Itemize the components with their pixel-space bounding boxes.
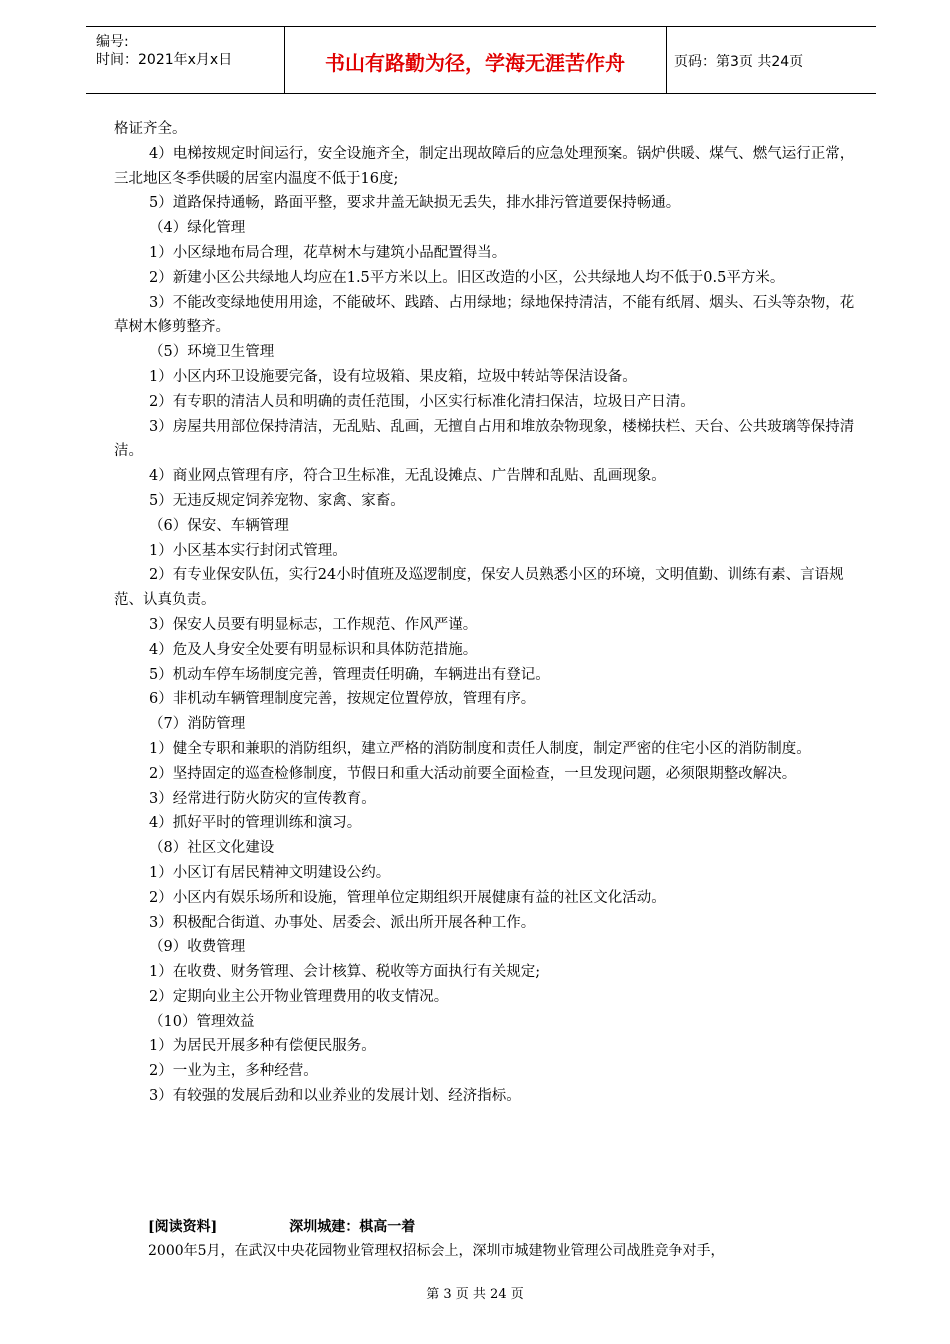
paragraph: 2）一业为主，多种经营。 xyxy=(149,1063,318,1080)
paragraph: 2）小区内有娱乐场所和设施，管理单位定期组织开展健康有益的社区文化活动。 xyxy=(149,889,666,906)
paragraph: 1）在收费、财务管理、会计核算、税收等方面执行有关规定; xyxy=(149,964,541,981)
reading-label: [阅读资料] xyxy=(148,1219,218,1235)
paragraph: 格证齐全。 xyxy=(114,121,187,137)
paragraph: 1）健全专职和兼职的消防组织，建立严格的消防制度和责任人制度，制定严密的住宅小区的消防制度。 xyxy=(149,740,811,757)
header-motto: 书山有路勤为径，学海无涯苦作舟 xyxy=(325,51,625,75)
paragraph: 3）保安人员要有明显标志，工作规范、作风严谨。 xyxy=(149,616,478,633)
paragraph: （6）保安、车辆管理 xyxy=(149,517,289,534)
paragraph: 3）经常进行防火防灾的宣传教育。 xyxy=(149,790,376,807)
paragraph: 4）危及人身安全处要有明显标识和具体防范措施。 xyxy=(149,641,478,658)
paragraph: 1）小区基本实行封闭式管理。 xyxy=(149,542,347,559)
paragraph: 4）商业网点管理有序，符合卫生标准，无乱设摊点、广告牌和乱贴、乱画现象。 xyxy=(149,468,666,485)
paragraph: （9）收费管理 xyxy=(149,939,246,956)
paragraph: 2）有专职的清洁人员和明确的责任范围，小区实行标准化清扫保洁，垃圾日产日清。 xyxy=(149,393,695,410)
document-time-label: 时间：2021年x月x日 xyxy=(96,52,233,68)
header-page-info: 页码：第3页 共24页 xyxy=(674,54,804,70)
paragraph: 5）无违反规定饲养宠物、家禽、家畜。 xyxy=(149,492,405,509)
paragraph: （10）管理效益 xyxy=(149,1013,255,1030)
paragraph: （8）社区文化建设 xyxy=(149,840,275,857)
paragraph: 3）有较强的发展后劲和以业养业的发展计划、经济指标。 xyxy=(149,1088,521,1105)
reading-first-line: 2000年5月，在武汉中央花园物业管理权招标会上，深圳市城建物业管理公司战胜竞争对手， xyxy=(148,1243,725,1259)
paragraph: 5）道路保持通畅，路面平整，要求井盖无缺损无丢失，排水排污管道要保持畅通。 xyxy=(149,195,681,212)
paragraph: 2）新建小区公共绿地人均应在1.5平方米以上。旧区改造的小区，公共绿地人均不低于0.5平方米。 xyxy=(149,269,785,286)
page-footer: 第 3 页 共 24 页 xyxy=(426,1287,524,1302)
paragraph: 2）有专业保安队伍，实行24小时值班及巡逻制度，保安人员熟悉小区的环境，文明值勤、训练有素、言语规范、认真负责。 xyxy=(114,567,844,609)
header-motto-cell xyxy=(284,27,667,93)
paragraph: 3）积极配合街道、办事处、居委会、派出所开展各种工作。 xyxy=(149,914,536,931)
paragraph: 3）不能改变绿地使用用途，不能破坏、践踏、占用绿地；绿地保持清洁，不能有纸屑、烟头、石头等杂物，花草树木修剪整齐。 xyxy=(114,294,855,336)
paragraph: 1）为居民开展多种有偿便民服务。 xyxy=(149,1038,376,1055)
paragraph: 2）定期向业主公开物业管理费用的收支情况。 xyxy=(149,988,449,1005)
paragraph: （4）绿化管理 xyxy=(149,220,246,237)
paragraph: 1）小区绿地布局合理，花草树木与建筑小品配置得当。 xyxy=(149,244,507,261)
paragraph: 4）电梯按规定时间运行，安全设施齐全，制定出现故障后的应急处理预案。锅炉供暖、煤气、燃气运行正常，三北地区冬季供暖的居室内温度不低于16度; xyxy=(114,145,855,187)
paragraph: 5）机动车停车场制度完善，管理责任明确，车辆进出有登记。 xyxy=(149,666,550,683)
paragraph: 4）抓好平时的管理训练和演习。 xyxy=(149,815,362,832)
paragraph: 2）坚持固定的巡查检修制度，节假日和重大活动前要全面检查，一旦发现问题，必须限期整改解决。 xyxy=(149,765,797,782)
paragraph: 3）房屋共用部位保持清洁，无乱贴、乱画，无擅自占用和堆放杂物现象，楼梯扶栏、天台、公共玻璃等保持清洁。 xyxy=(114,418,855,460)
document-body xyxy=(114,117,860,1109)
document-number-label: 编号: xyxy=(96,34,129,50)
paragraph: 1）小区内环卫设施要完备，设有垃圾箱、果皮箱，垃圾中转站等保洁设备。 xyxy=(149,368,637,385)
header-left-cell xyxy=(86,27,285,93)
paragraph: （7）消防管理 xyxy=(149,716,246,733)
paragraph: （5）环境卫生管理 xyxy=(149,344,275,361)
page-header xyxy=(86,26,876,94)
reading-title: 深圳城建：棋高一着 xyxy=(289,1219,416,1235)
paragraph: 6）非机动车辆管理制度完善，按规定位置停放，管理有序。 xyxy=(149,691,536,708)
reading-heading xyxy=(148,1216,415,1236)
header-page-cell xyxy=(666,27,876,93)
paragraph: 1）小区订有居民精神文明建设公约。 xyxy=(149,864,391,881)
